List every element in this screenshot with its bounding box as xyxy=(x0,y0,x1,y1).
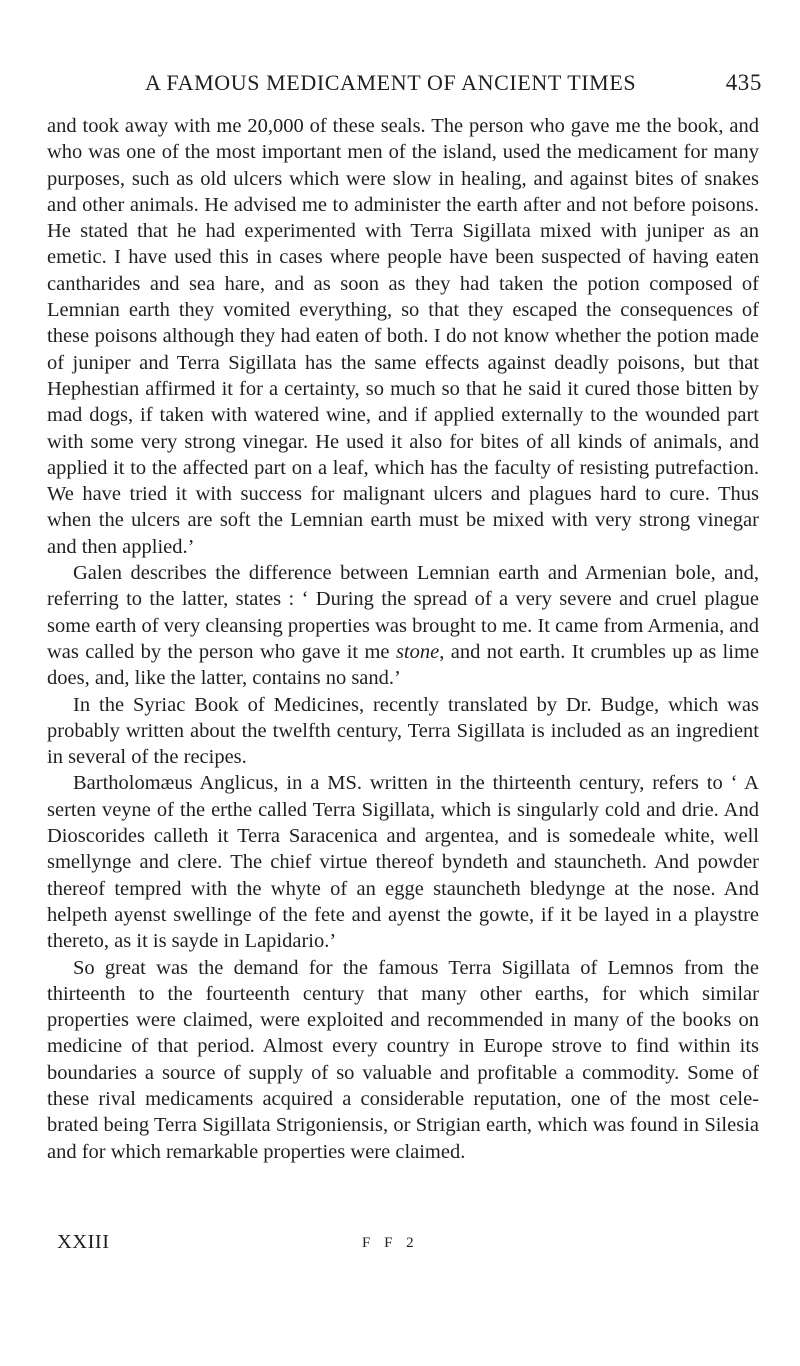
running-title: A FAMOUS MEDICAMENT OF ANCIENT TIMES xyxy=(145,70,637,95)
paragraph xyxy=(47,560,759,691)
paragraph: In the Syriac Book of Medicines, recently translated by Dr. Budge, which was probably written about the twelfth century, Terra Sigillata is included as an ingredient in several of the recipes. xyxy=(47,693,759,769)
body-text xyxy=(47,113,759,1165)
signature-mark: XXIII xyxy=(57,1231,110,1253)
paragraph: So great was the demand for the famous Terra Sigillata of Lemnos from the thirteenth to the fourteenth century that many other earths, for which similar properties were claimed, were exploited and recommended in many of the books on medicine of that period. Almost every country in Europe strove to find within its boundaries a source of supply of so valuable and profitable a commodity. Some of these rival medicaments acquired a considerable reputation, one of the most cele- brated being Terra Sigillata Strigoniensis, or Strigian earth, which was found in Silesia and for which remarkable properties were claimed. xyxy=(47,956,759,1163)
running-head xyxy=(145,70,762,96)
italic-word: stone xyxy=(395,640,440,663)
paragraph: and took away with me 20,000 of these seals. The person who gave me the book, and who was one of the most important men of the island, used the medicament for many purposes, such as old ulcers which were slow in healing, and against bites of snakes and other animals. He advised me to administer the earth after and not before poisons. He stated that he had experimented with Terra Sigillata mixed with juniper as an emetic. I have used this in cases where people have been suspected of having eaten cantharides and sea hare, and as soon as they had taken the potion composed of Lemnian earth they vomited everything, so that they escaped the consequences of these poisons although they had eaten of both. I do not know whether the potion made of juniper and Terra Sigillata has the same effects against deadly poisons, but that Hephestian affirmed it for a certainty, so much so that he said it cured those bitten by mad dogs, if taken with watered wine, and if applied externally to the wounded part with some very strong vinegar. He used it also for bites of all kinds of animals, and applied it to the affected part on a leaf, which has the faculty of resisting putrefaction. We have tried it with success for malignant ulcers and plagues hard to cure. Thus when the ulcers are soft the Lemnian earth must be mixed with very strong vinegar and then applied.’ xyxy=(47,115,759,558)
paragraph-text: Galen describes the difference between Lemnian earth and Armenian bole, and, referring to the latter, states : ‘ During the spread of a very severe and cruel plague some earth of very cleansing properties was brought to me. It came from Armenia, and was called by the person who gave it me xyxy=(47,562,759,663)
paragraph: Bartholomæus Anglicus, in a MS. written in the thirteenth century, refers to ‘ A serten veyne of the erthe called Terra Sigillata, which is singularly cold and drie. And Dioscorides calleth it Terra Saracenica and argentea, and is somedeale white, well smellynge and clere. The chief virtue thereof byndeth and stauncheth. And powder thereof tempred with the whyte of an egge stauncheth bledynge at the nose. And helpeth ayenst swellinge of the fete and ayenst the gowte, if it be layed in a playstre thereto, as it is sayde in Lapidario.’ xyxy=(47,772,759,953)
page-footer xyxy=(47,1231,647,1259)
page-number: 435 xyxy=(725,70,762,95)
paragraph-text: , and not earth. It crumbles up as lime does, and, like the latter, contains no sand.’ xyxy=(47,640,759,690)
gathering-mark: F F 2 xyxy=(362,1235,419,1251)
